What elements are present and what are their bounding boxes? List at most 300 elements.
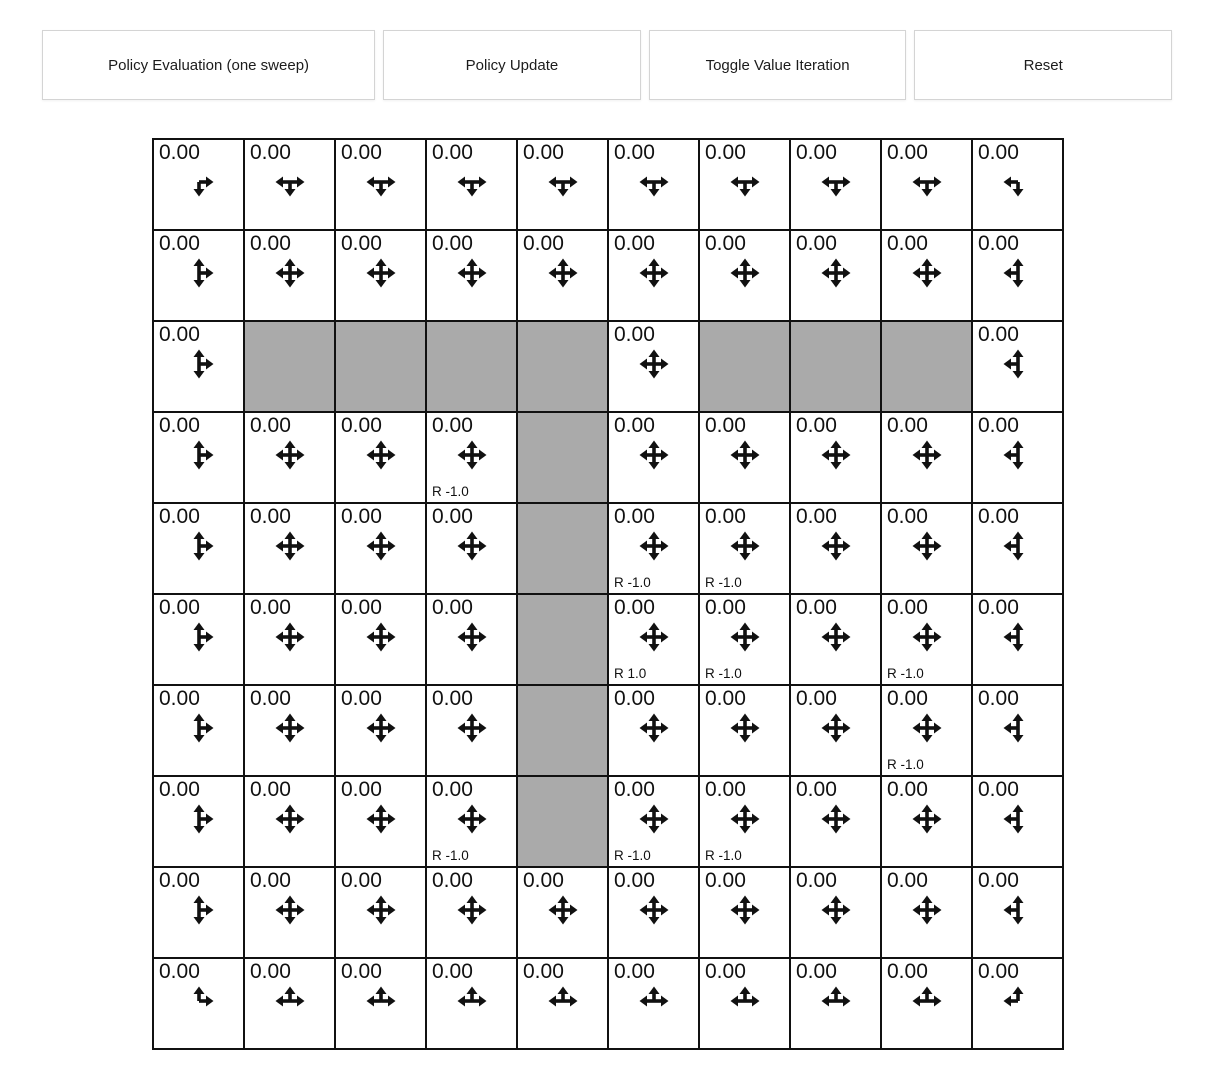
- arrow-left-icon: [548, 268, 563, 279]
- arrow-right-icon: [927, 632, 942, 643]
- reward-label: R -1.0: [614, 575, 651, 590]
- grid-cell[interactable]: [790, 867, 881, 958]
- arrow-up-icon: [921, 259, 932, 274]
- grid-cell[interactable]: [608, 412, 699, 503]
- grid-cell[interactable]: [881, 412, 972, 503]
- policy-arrows-icon: [999, 163, 1037, 201]
- grid-cell[interactable]: [972, 867, 1063, 958]
- grid-cell[interactable]: [699, 412, 790, 503]
- grid-cell[interactable]: [608, 776, 699, 867]
- state-value: 0.00: [705, 414, 746, 437]
- grid-cell[interactable]: [153, 867, 244, 958]
- policy-arrows-icon: [817, 527, 855, 565]
- state-value: 0.00: [159, 687, 200, 710]
- arrow-right-icon: [381, 177, 396, 188]
- policy-arrows-icon: [817, 163, 855, 201]
- arrow-right-icon: [199, 541, 214, 552]
- grid-cell[interactable]: [608, 594, 699, 685]
- grid-cell[interactable]: [244, 958, 335, 1049]
- arrow-up-icon: [284, 532, 295, 547]
- arrow-right-icon: [472, 814, 487, 825]
- arrow-up-icon: [466, 623, 477, 638]
- policy-arrows-icon: [180, 163, 218, 201]
- arrow-down-icon: [921, 455, 932, 470]
- grid-cell[interactable]: [790, 503, 881, 594]
- grid-cell[interactable]: [790, 685, 881, 776]
- state-value: 0.00: [887, 778, 928, 801]
- arrow-up-icon: [193, 987, 204, 1002]
- state-value: 0.00: [796, 960, 837, 983]
- policy-arrows-icon: [999, 618, 1037, 656]
- grid-cell[interactable]: [244, 139, 335, 230]
- state-value: 0.00: [523, 232, 564, 255]
- policy-arrows-icon: [817, 618, 855, 656]
- arrow-left-icon: [730, 996, 745, 1007]
- state-value: 0.00: [614, 596, 655, 619]
- grid-cell[interactable]: [608, 958, 699, 1049]
- policy-arrows-icon: [180, 254, 218, 292]
- grid-cell[interactable]: [335, 230, 426, 321]
- policy-arrows-icon: [362, 891, 400, 929]
- arrow-left-icon: [366, 541, 381, 552]
- state-value: 0.00: [341, 505, 382, 528]
- policy-arrows-icon: [999, 982, 1037, 1020]
- arrow-right-icon: [199, 450, 214, 461]
- grid-cell[interactable]: [699, 685, 790, 776]
- policy-arrows-icon: [817, 709, 855, 747]
- arrow-right-icon: [290, 541, 305, 552]
- grid-cell[interactable]: [972, 321, 1063, 412]
- grid-cell[interactable]: [517, 867, 608, 958]
- reward-label: R 1.0: [614, 666, 647, 681]
- arrow-left-icon: [912, 996, 927, 1007]
- grid-cell[interactable]: [153, 412, 244, 503]
- arrow-right-icon: [654, 450, 669, 461]
- grid-cell[interactable]: [153, 685, 244, 776]
- grid-cell[interactable]: [426, 230, 517, 321]
- arrow-up-icon: [648, 259, 659, 274]
- grid-cell[interactable]: [699, 594, 790, 685]
- grid-cell[interactable]: [153, 958, 244, 1049]
- state-value: 0.00: [250, 505, 291, 528]
- arrow-left-icon: [730, 632, 745, 643]
- arrow-up-icon: [1012, 896, 1023, 911]
- policy-arrows-icon: [908, 618, 946, 656]
- arrow-left-icon: [275, 268, 290, 279]
- arrow-down-icon: [1012, 637, 1023, 652]
- state-value: 0.00: [614, 232, 655, 255]
- grid-cell[interactable]: [244, 230, 335, 321]
- grid-cell[interactable]: [608, 503, 699, 594]
- grid-cell[interactable]: [881, 230, 972, 321]
- arrow-right-icon: [563, 177, 578, 188]
- arrow-left-icon: [457, 996, 472, 1007]
- grid-cell[interactable]: [881, 776, 972, 867]
- grid-cell[interactable]: [153, 230, 244, 321]
- grid-cell[interactable]: [517, 139, 608, 230]
- arrow-right-icon: [745, 996, 760, 1007]
- grid-cell[interactable]: [153, 139, 244, 230]
- policy-arrows-icon: [271, 436, 309, 474]
- policy-arrows-icon: [453, 709, 491, 747]
- state-value: 0.00: [705, 869, 746, 892]
- arrow-left-icon: [457, 905, 472, 916]
- grid-cell[interactable]: [244, 776, 335, 867]
- grid-cell[interactable]: [244, 594, 335, 685]
- arrow-left-icon: [912, 268, 927, 279]
- arrow-down-icon: [921, 728, 932, 743]
- arrow-up-icon: [466, 805, 477, 820]
- arrow-left-icon: [821, 814, 836, 825]
- arrow-down-icon: [921, 273, 932, 288]
- policy-arrows-icon: [180, 527, 218, 565]
- arrow-right-icon: [472, 177, 487, 188]
- grid-cell[interactable]: [426, 958, 517, 1049]
- state-value: 0.00: [250, 596, 291, 619]
- state-value: 0.00: [705, 960, 746, 983]
- policy-arrows-icon: [362, 709, 400, 747]
- arrow-right-icon: [927, 177, 942, 188]
- arrow-right-icon: [654, 814, 669, 825]
- arrow-right-icon: [927, 996, 942, 1007]
- arrow-right-icon: [199, 268, 214, 279]
- grid-cell[interactable]: [699, 867, 790, 958]
- wall-cell: [517, 412, 608, 503]
- arrow-right-icon: [927, 268, 942, 279]
- grid-cell[interactable]: [790, 776, 881, 867]
- state-value: 0.00: [978, 505, 1019, 528]
- arrow-down-icon: [1012, 910, 1023, 925]
- arrow-right-icon: [290, 814, 305, 825]
- state-value: 0.00: [614, 414, 655, 437]
- arrow-left-icon: [912, 814, 927, 825]
- arrow-up-icon: [466, 896, 477, 911]
- arrow-left-icon: [730, 268, 745, 279]
- arrow-right-icon: [199, 905, 214, 916]
- state-value: 0.00: [250, 778, 291, 801]
- state-value: 0.00: [432, 869, 473, 892]
- grid-cell[interactable]: [881, 958, 972, 1049]
- arrow-down-icon: [375, 910, 386, 925]
- arrow-down-icon: [193, 637, 204, 652]
- arrow-down-icon: [375, 637, 386, 652]
- arrow-up-icon: [1012, 350, 1023, 365]
- grid-cell[interactable]: [881, 503, 972, 594]
- grid-cell[interactable]: [972, 958, 1063, 1049]
- arrow-up-icon: [1012, 441, 1023, 456]
- grid-cell[interactable]: [335, 776, 426, 867]
- arrow-right-icon: [745, 814, 760, 825]
- grid-cell[interactable]: [335, 958, 426, 1049]
- policy-arrows-icon: [180, 982, 218, 1020]
- grid-cell[interactable]: [972, 503, 1063, 594]
- arrow-right-icon: [654, 359, 669, 370]
- policy-arrows-icon: [635, 345, 673, 383]
- arrow-right-icon: [472, 268, 487, 279]
- arrow-up-icon: [284, 714, 295, 729]
- arrow-up-icon: [375, 987, 386, 1002]
- grid-cell[interactable]: [608, 321, 699, 412]
- grid-cell[interactable]: [426, 503, 517, 594]
- arrow-right-icon: [381, 723, 396, 734]
- policy-arrows-icon: [726, 618, 764, 656]
- policy-update-button[interactable]: Policy Update: [383, 30, 641, 100]
- grid-cell[interactable]: [972, 685, 1063, 776]
- grid-cell[interactable]: [790, 594, 881, 685]
- grid-cell[interactable]: [153, 594, 244, 685]
- arrow-right-icon: [836, 905, 851, 916]
- arrow-down-icon: [375, 546, 386, 561]
- state-value: 0.00: [978, 323, 1019, 346]
- arrow-left-icon: [639, 541, 654, 552]
- state-value: 0.00: [159, 778, 200, 801]
- policy-arrows-icon: [726, 891, 764, 929]
- policy-arrows-icon: [635, 891, 673, 929]
- reward-label: R -1.0: [705, 848, 742, 863]
- arrow-right-icon: [927, 450, 942, 461]
- state-value: 0.00: [887, 141, 928, 164]
- arrow-down-icon: [739, 546, 750, 561]
- grid-cell[interactable]: [335, 503, 426, 594]
- arrow-right-icon: [654, 723, 669, 734]
- arrow-left-icon: [457, 177, 472, 188]
- grid-cell[interactable]: [881, 594, 972, 685]
- arrow-down-icon: [739, 728, 750, 743]
- policy-arrows-icon: [544, 982, 582, 1020]
- state-value: 0.00: [705, 232, 746, 255]
- state-value: 0.00: [705, 141, 746, 164]
- arrow-right-icon: [654, 632, 669, 643]
- arrow-left-icon: [821, 723, 836, 734]
- arrow-right-icon: [472, 632, 487, 643]
- grid-cell[interactable]: [881, 867, 972, 958]
- arrow-left-icon: [366, 996, 381, 1007]
- reward-label: R -1.0: [432, 848, 469, 863]
- arrow-left-icon: [821, 177, 836, 188]
- arrow-left-icon: [275, 177, 290, 188]
- arrow-up-icon: [193, 441, 204, 456]
- grid-cell[interactable]: [790, 139, 881, 230]
- policy-arrows-icon: [453, 891, 491, 929]
- grid-cell[interactable]: [517, 958, 608, 1049]
- arrow-right-icon: [654, 996, 669, 1007]
- state-value: 0.00: [159, 232, 200, 255]
- policy-arrows-icon: [908, 800, 946, 838]
- grid-cell[interactable]: [608, 139, 699, 230]
- policy-evaluation-button[interactable]: Policy Evaluation (one sweep): [42, 30, 375, 100]
- arrow-left-icon: [275, 632, 290, 643]
- state-value: 0.00: [614, 687, 655, 710]
- arrow-right-icon: [745, 632, 760, 643]
- arrow-up-icon: [375, 623, 386, 638]
- grid-cell[interactable]: [335, 594, 426, 685]
- wall-cell: [426, 321, 517, 412]
- arrow-up-icon: [1012, 259, 1023, 274]
- arrow-left-icon: [366, 268, 381, 279]
- arrow-right-icon: [745, 541, 760, 552]
- policy-arrows-icon: [635, 254, 673, 292]
- state-value: 0.00: [432, 596, 473, 619]
- state-value: 0.00: [796, 596, 837, 619]
- state-value: 0.00: [796, 232, 837, 255]
- policy-arrows-icon: [999, 527, 1037, 565]
- grid-cell[interactable]: [335, 139, 426, 230]
- state-value: 0.00: [341, 232, 382, 255]
- arrow-up-icon: [739, 987, 750, 1002]
- grid-cell[interactable]: [972, 230, 1063, 321]
- state-value: 0.00: [432, 505, 473, 528]
- grid-cell[interactable]: [426, 685, 517, 776]
- grid-cell[interactable]: [517, 230, 608, 321]
- arrow-right-icon: [199, 359, 214, 370]
- grid-cell[interactable]: [972, 412, 1063, 503]
- arrow-up-icon: [648, 350, 659, 365]
- arrow-left-icon: [912, 632, 927, 643]
- grid-cell[interactable]: [426, 594, 517, 685]
- policy-arrows-icon: [544, 891, 582, 929]
- arrow-up-icon: [921, 532, 932, 547]
- grid-cell[interactable]: [972, 776, 1063, 867]
- grid-cell[interactable]: [790, 958, 881, 1049]
- grid-cell[interactable]: [790, 230, 881, 321]
- policy-arrows-icon: [999, 800, 1037, 838]
- grid-cell[interactable]: [153, 321, 244, 412]
- state-value: 0.00: [614, 141, 655, 164]
- arrow-left-icon: [639, 268, 654, 279]
- reset-button[interactable]: Reset: [914, 30, 1172, 100]
- arrow-down-icon: [375, 182, 386, 197]
- state-value: 0.00: [159, 141, 200, 164]
- state-value: 0.00: [978, 778, 1019, 801]
- grid-cell[interactable]: [426, 139, 517, 230]
- grid-cell[interactable]: [153, 503, 244, 594]
- arrow-right-icon: [745, 723, 760, 734]
- arrow-down-icon: [466, 819, 477, 834]
- state-value: 0.00: [159, 323, 200, 346]
- grid-cell[interactable]: [699, 503, 790, 594]
- grid-cell[interactable]: [608, 867, 699, 958]
- arrow-down-icon: [739, 273, 750, 288]
- grid-cell[interactable]: [244, 685, 335, 776]
- arrow-down-icon: [284, 546, 295, 561]
- arrow-right-icon: [836, 723, 851, 734]
- policy-arrows-icon: [362, 163, 400, 201]
- arrow-down-icon: [466, 455, 477, 470]
- grid-cell[interactable]: [426, 412, 517, 503]
- policy-arrows-icon: [726, 527, 764, 565]
- grid-cell[interactable]: [426, 776, 517, 867]
- policy-arrows-icon: [271, 163, 309, 201]
- state-value: 0.00: [796, 687, 837, 710]
- arrow-left-icon: [730, 541, 745, 552]
- grid-cell[interactable]: [972, 594, 1063, 685]
- policy-arrows-icon: [999, 254, 1037, 292]
- arrow-up-icon: [557, 896, 568, 911]
- state-value: 0.00: [341, 141, 382, 164]
- wall-cell: [517, 503, 608, 594]
- grid-cell[interactable]: [426, 867, 517, 958]
- grid-cell[interactable]: [335, 412, 426, 503]
- state-value: 0.00: [887, 687, 928, 710]
- arrow-left-icon: [639, 814, 654, 825]
- grid-cell[interactable]: [244, 867, 335, 958]
- policy-arrows-icon: [817, 800, 855, 838]
- policy-arrows-icon: [635, 982, 673, 1020]
- state-value: 0.00: [705, 778, 746, 801]
- state-value: 0.00: [978, 232, 1019, 255]
- grid-cell[interactable]: [608, 685, 699, 776]
- arrow-left-icon: [457, 814, 472, 825]
- policy-arrows-icon: [817, 436, 855, 474]
- arrow-down-icon: [284, 182, 295, 197]
- state-value: 0.00: [250, 960, 291, 983]
- arrow-up-icon: [739, 805, 750, 820]
- arrow-up-icon: [193, 896, 204, 911]
- state-value: 0.00: [614, 505, 655, 528]
- arrow-left-icon: [1003, 541, 1018, 552]
- grid-cell[interactable]: [881, 139, 972, 230]
- arrow-left-icon: [1003, 632, 1018, 643]
- arrow-left-icon: [639, 450, 654, 461]
- arrow-down-icon: [284, 728, 295, 743]
- grid-cell[interactable]: [881, 685, 972, 776]
- arrow-down-icon: [830, 910, 841, 925]
- grid-cell[interactable]: [608, 230, 699, 321]
- state-value: 0.00: [705, 505, 746, 528]
- grid-cell[interactable]: [335, 867, 426, 958]
- grid-cell[interactable]: [699, 230, 790, 321]
- arrow-left-icon: [366, 177, 381, 188]
- grid-cell[interactable]: [699, 139, 790, 230]
- arrow-down-icon: [830, 546, 841, 561]
- grid-cell[interactable]: [790, 412, 881, 503]
- grid-cell[interactable]: [972, 139, 1063, 230]
- arrow-down-icon: [284, 910, 295, 925]
- arrow-left-icon: [275, 450, 290, 461]
- arrow-left-icon: [1003, 814, 1018, 825]
- grid-cell[interactable]: [153, 776, 244, 867]
- grid-cell[interactable]: [699, 776, 790, 867]
- state-value: 0.00: [614, 869, 655, 892]
- toggle-value-iteration-button[interactable]: Toggle Value Iteration: [649, 30, 907, 100]
- policy-arrows-icon: [453, 800, 491, 838]
- arrow-down-icon: [557, 910, 568, 925]
- policy-arrows-icon: [271, 527, 309, 565]
- arrow-up-icon: [648, 532, 659, 547]
- arrow-right-icon: [927, 814, 942, 825]
- arrow-up-icon: [830, 896, 841, 911]
- policy-arrows-icon: [999, 436, 1037, 474]
- arrow-left-icon: [1003, 723, 1018, 734]
- arrow-left-icon: [821, 996, 836, 1007]
- grid-cell[interactable]: [335, 685, 426, 776]
- arrow-right-icon: [381, 632, 396, 643]
- grid-cell[interactable]: [244, 503, 335, 594]
- policy-arrows-icon: [453, 982, 491, 1020]
- arrow-up-icon: [466, 532, 477, 547]
- arrow-right-icon: [381, 996, 396, 1007]
- arrow-down-icon: [1012, 546, 1023, 561]
- grid-cell[interactable]: [699, 958, 790, 1049]
- state-value: 0.00: [523, 869, 564, 892]
- arrow-right-icon: [927, 723, 942, 734]
- grid-cell[interactable]: [244, 412, 335, 503]
- arrow-up-icon: [466, 714, 477, 729]
- state-value: 0.00: [341, 687, 382, 710]
- policy-arrows-icon: [726, 436, 764, 474]
- arrow-left-icon: [275, 905, 290, 916]
- policy-arrows-icon: [544, 163, 582, 201]
